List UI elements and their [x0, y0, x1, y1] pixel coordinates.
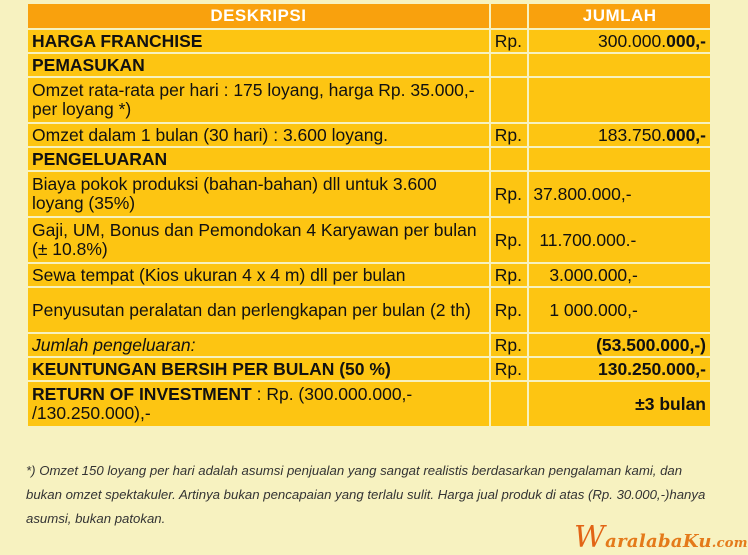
roi-formula: : Rp. (300.000.000,- /130.250.000),- [32, 384, 413, 423]
table-row [28, 78, 710, 122]
row-amount: 1 000.000,- [529, 288, 710, 332]
row-description: Jumlah pengeluaran: [28, 334, 489, 356]
row-currency: Rp. [491, 172, 528, 216]
row-amount [529, 30, 710, 52]
empty-cell [491, 148, 528, 170]
table-row [28, 54, 710, 76]
row-description: HARGA FRANCHISE [28, 30, 489, 52]
row-currency: Rp. [491, 288, 528, 332]
franchise-table [26, 2, 712, 428]
row-description [28, 382, 489, 426]
table-row [28, 264, 710, 286]
logo-initial: W [574, 520, 606, 555]
header-description: DESKRIPSI [28, 4, 489, 28]
table-header [28, 4, 710, 28]
roi-label: RETURN OF INVESTMENT [32, 384, 252, 404]
row-description: KEUNTUNGAN BERSIH PER BULAN (50 %) [28, 358, 489, 380]
row-amount: (53.500.000,-) [529, 334, 710, 356]
row-amount: 130.250.000,- [529, 358, 710, 380]
amount-part-bold: 000,- [666, 30, 706, 51]
empty-cell [491, 78, 528, 122]
table-row [28, 30, 710, 52]
row-description: Biaya pokok produksi (bahan-bahan) dll untuk 3.600 loyang (35%) [28, 172, 489, 216]
table-row [28, 218, 710, 262]
header-currency-gap [491, 4, 528, 28]
empty-cell [529, 148, 710, 170]
section-heading: PEMASUKAN [28, 54, 489, 76]
row-amount [529, 124, 710, 146]
row-amount: ±3 bulan [529, 382, 710, 426]
amount-part: 300.000. [597, 30, 667, 51]
table-row [28, 288, 710, 332]
empty-cell [529, 78, 710, 122]
row-currency: Rp. [491, 358, 528, 380]
empty-cell [491, 382, 528, 426]
logo-domain: .com [711, 536, 748, 551]
row-description: Omzet dalam 1 bulan (30 hari) : 3.600 loyang. [28, 124, 489, 146]
row-currency: Rp. [491, 124, 528, 146]
row-description: Sewa tempat (Kios ukuran 4 x 4 m) dll per bulan [28, 264, 489, 286]
row-currency: Rp. [491, 218, 528, 262]
row-currency: Rp. [491, 334, 528, 356]
row-amount: 3.000.000,- [529, 264, 710, 286]
table-row [28, 358, 710, 380]
row-description: Omzet rata-rata per hari : 175 loyang, harga Rp. 35.000,- per loyang *) [28, 78, 489, 122]
row-description: Penyusutan peralatan dan perlengkapan per bulan (2 th) [28, 288, 489, 332]
table-row [28, 382, 710, 426]
empty-cell [491, 54, 528, 76]
footnote: *) Omzet 150 loyang per hari adalah asumsi penjualan yang sangat realistis berdasarkan pengalaman kami, dan bukan omzet spektakuler. Artinya bukan pencapaian yang terlalu sulit. Harga jual produk di atas (Rp. 30.000,-)hanya asumsi, bukan patokan. [26, 463, 706, 526]
table-row [28, 172, 710, 216]
logo-text: aralaba [605, 531, 683, 552]
amount-part-bold: 000,- [666, 124, 706, 145]
row-amount: 37.800.000,- [529, 172, 710, 216]
row-description: Gaji, UM, Bonus dan Pemondokan 4 Karyawan per bulan (± 10.8%) [28, 218, 489, 262]
row-currency: Rp. [491, 30, 528, 52]
table-row [28, 148, 710, 170]
empty-cell [529, 54, 710, 76]
row-amount: 11.700.000.- [529, 218, 710, 262]
row-currency: Rp. [491, 264, 528, 286]
logo-ku: Ku [682, 531, 712, 552]
table-row [28, 124, 710, 146]
amount-part: 183.750. [597, 124, 667, 145]
waralabaku-logo [574, 520, 748, 555]
section-heading: PENGELUARAN [28, 148, 489, 170]
table-row [28, 334, 710, 356]
header-amount: JUMLAH [529, 4, 710, 28]
